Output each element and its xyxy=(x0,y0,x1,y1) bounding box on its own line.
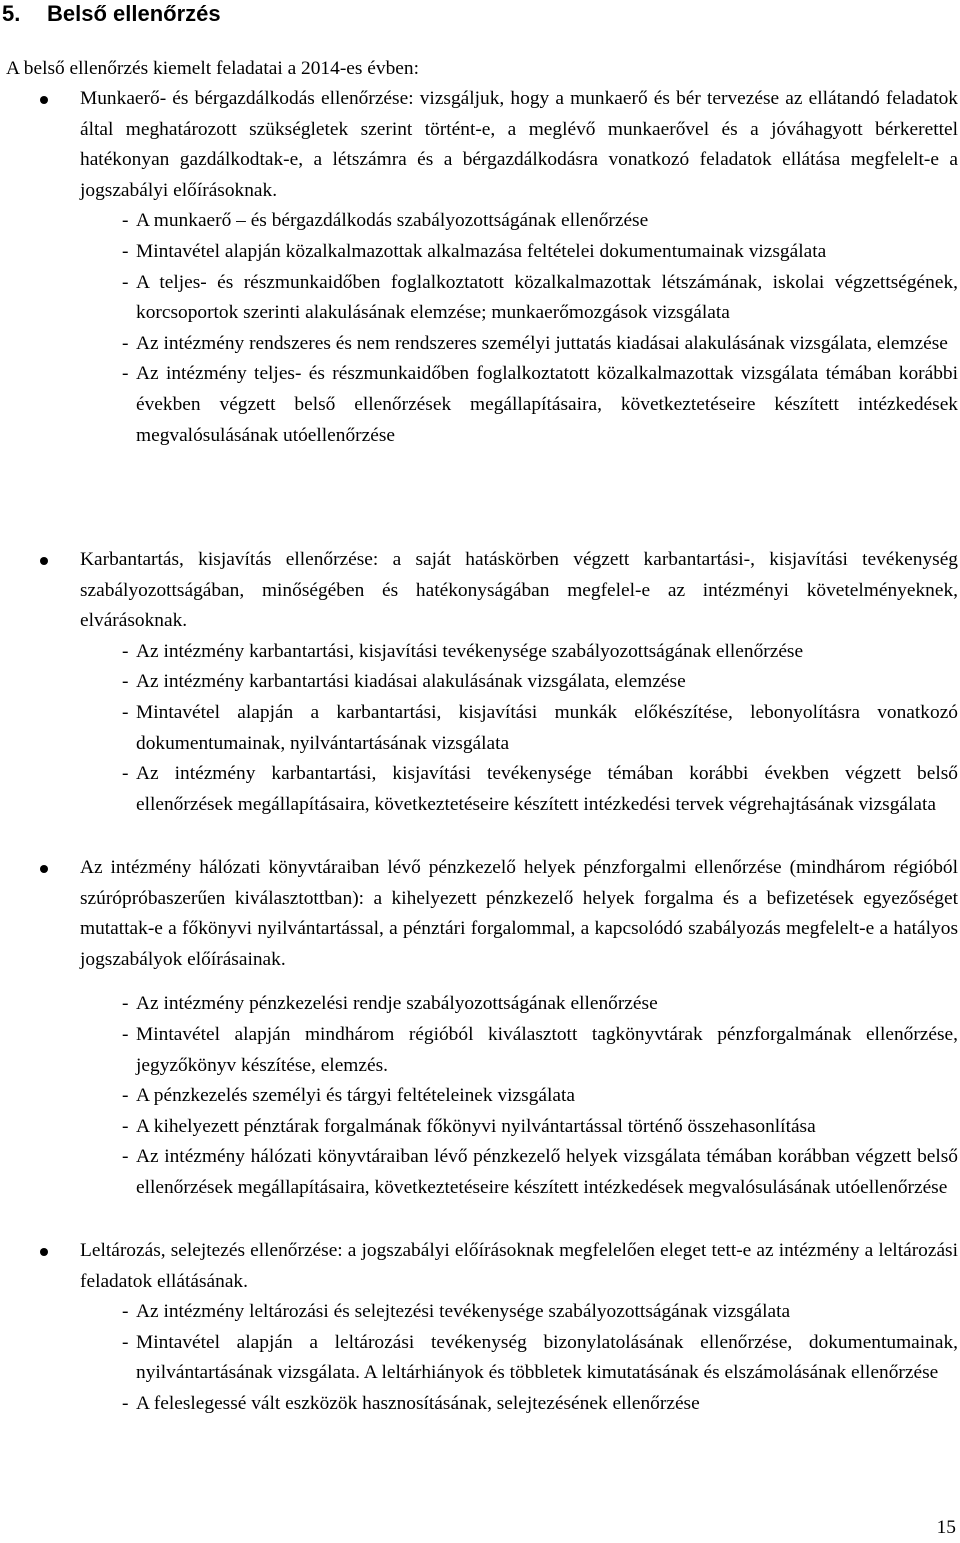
dash-icon: - xyxy=(122,763,129,785)
dash-icon: - xyxy=(122,1085,129,1107)
sub-list-item: - Az intézmény karbantartási kiadásai alakulásának vizsgálata, elemzése xyxy=(136,667,958,698)
sub-list-item: - Az intézmény teljes- és részmunkaidőben foglalkoztatott közalkalmazottak vizsgálata témában korábbi években végzett belső ellenőrzések megállapításaira, következtetéseire készített intézkedések megvalósulásának utóellenőrzése xyxy=(136,359,958,451)
sub-list-item: - A munkaerő – és bérgazdálkodás szabályozottságának ellenőrzése xyxy=(136,206,958,237)
sub-list-item: - Mintavétel alapján a karbantartási, kisjavítási munkák előkészítése, lebonyolításra vonatkozó dokumentumainak, nyilvántartásának vizsgálata xyxy=(136,698,958,759)
dash-icon: - xyxy=(122,1115,129,1137)
sub-list-item: - Mintavétel alapján mindhárom régióból kiválasztott tagkönyvtárak pénzforgalmának ellenőrzése, jegyzőkönyv készítése, elemzés. xyxy=(136,1020,958,1081)
dash-icon: - xyxy=(122,701,129,723)
dash-icon: - xyxy=(122,993,129,1015)
sub-list xyxy=(0,989,960,1203)
bullet-dot-icon xyxy=(40,1248,48,1256)
sub-list-item: - A teljes- és részmunkaidőben foglalkoztatott közalkalmazottak létszámának, iskolai végzettségének, korcsoportok szerinti alakulásának elemzése; munkaerőmozgások vizsgálata xyxy=(136,268,958,329)
dash-icon: - xyxy=(122,640,129,662)
sub-list-item: - Az intézmény leltározási és selejtezési tevékenysége szabályozottságának vizsgálata xyxy=(136,1297,958,1328)
bullet-paragraph: Leltározás, selejtezés ellenőrzése: a jogszabályi előírásoknak megfelelően eleget tett-e az intézmény a leltározási feladatok ellátásának. xyxy=(80,1240,958,1292)
bullet-paragraph: Karbantartás, kisjavítás ellenőrzése: a saját hatáskörben végzett karbantartási-, kisjavítási tevékenység szabályozottságában, minőségében és hatékonyságában megfelel-e az intézményi követelményeknek, elvárásoknak. xyxy=(80,549,958,632)
bullet-section-cash-handling xyxy=(0,853,960,1204)
bullet-dot-icon xyxy=(40,865,48,873)
bullet-paragraph: Az intézmény hálózati könyvtáraiban lévő pénzkezelő helyek pénzforgalmi ellenőrzése (mindhárom régióból szúrópróbaszerűen kiválasztottban): a kihelyezett pénzkezelő helyek forgalma és a befizetések egyezőséget mutattak-e a főkönyvi nyilvántartással, a pénztári forgalommal, a kapcsolódó szabályozás megfelelt-e a hatályos jogszabályok előírásainak. xyxy=(80,857,958,970)
sub-list-item: - Mintavétel alapján közalkalmazottak alkalmazása feltételei dokumentumainak vizsgálata xyxy=(136,237,958,268)
sub-list xyxy=(0,1297,960,1419)
sub-list-item: - Az intézmény rendszeres és nem rendszeres személyi juttatás kiadásai alakulásának vizsgálata, elemzése xyxy=(136,329,958,360)
dash-icon: - xyxy=(122,1023,129,1045)
bullet-section-workforce xyxy=(0,84,960,451)
sub-list xyxy=(0,206,960,451)
sub-list-item: - Az intézmény karbantartási, kisjavítási tevékenysége témában korábbi években végzett belső ellenőrzések megállapításaira, következtetéseire készített intézkedési tervek végrehajtásának vizsgálata xyxy=(136,759,958,820)
intro-paragraph: A belső ellenőrzés kiemelt feladatai a 2014-es évben: xyxy=(6,58,419,79)
dash-icon: - xyxy=(122,363,129,385)
section-number: 5. xyxy=(2,1,21,26)
dash-icon: - xyxy=(122,1331,129,1353)
sub-list xyxy=(0,637,960,821)
sub-list-item: - A pénzkezelés személyi és tárgyi feltételeinek vizsgálata xyxy=(136,1081,958,1112)
dash-icon: - xyxy=(122,1392,129,1414)
bullet-paragraph: Munkaerő- és bérgazdálkodás ellenőrzése: vizsgáljuk, hogy a munkaerő és bér tervezése az ellátandó feladatok által meghatározott szükségletek szerint történt-e, a meglévő munkaerővel és a jóváhagyott bérkerettel hatékonyan gazdálkodtak-e, a létszámra és a bérgazdálkodásra vonatkozó feladatok ellátása megfelelt-e a jogszabályi előírásoknak. xyxy=(80,88,958,201)
dash-icon: - xyxy=(122,210,129,232)
dash-icon: - xyxy=(122,1301,129,1323)
bullet-dot-icon xyxy=(40,557,48,565)
dash-icon: - xyxy=(122,1146,129,1168)
page-number: 15 xyxy=(936,1517,956,1538)
bullet-section-maintenance xyxy=(0,545,960,820)
dash-icon: - xyxy=(122,671,129,693)
dash-icon: - xyxy=(122,332,129,354)
sub-list-item: - Mintavétel alapján a leltározási tevékenység bizonylatolásának ellenőrzése, dokumentumainak, nyilvántartásának vizsgálata. A leltárhiányok és többletek kimutatásának és elszámolásának ellenőrzése xyxy=(136,1328,958,1389)
sub-list-item: - A kihelyezett pénztárak forgalmának főkönyvi nyilvántartással történő összehasonlítása xyxy=(136,1112,958,1143)
sub-list-item: - A feleslegessé vált eszközök hasznosításának, selejtezésének ellenőrzése xyxy=(136,1389,958,1420)
sub-list-item: - Az intézmény karbantartási, kisjavítási tevékenysége szabályozottságának ellenőrzése xyxy=(136,637,958,668)
dash-icon: - xyxy=(122,271,129,293)
bullet-dot-icon xyxy=(40,96,48,104)
section-heading xyxy=(0,0,221,28)
sub-list-item: - Az intézmény hálózati könyvtáraiban lévő pénzkezelő helyek vizsgálata témában korábban végzett belső ellenőrzések megállapításaira, következtetéseire készített intézkedések megvalósulásának utóellenőrzése xyxy=(136,1142,958,1203)
sub-list-item: - Az intézmény pénzkezelési rendje szabályozottságának ellenőrzése xyxy=(136,989,958,1020)
bullet-section-inventory xyxy=(0,1236,960,1420)
section-title: Belső ellenőrzés xyxy=(47,1,221,26)
dash-icon: - xyxy=(122,240,129,262)
